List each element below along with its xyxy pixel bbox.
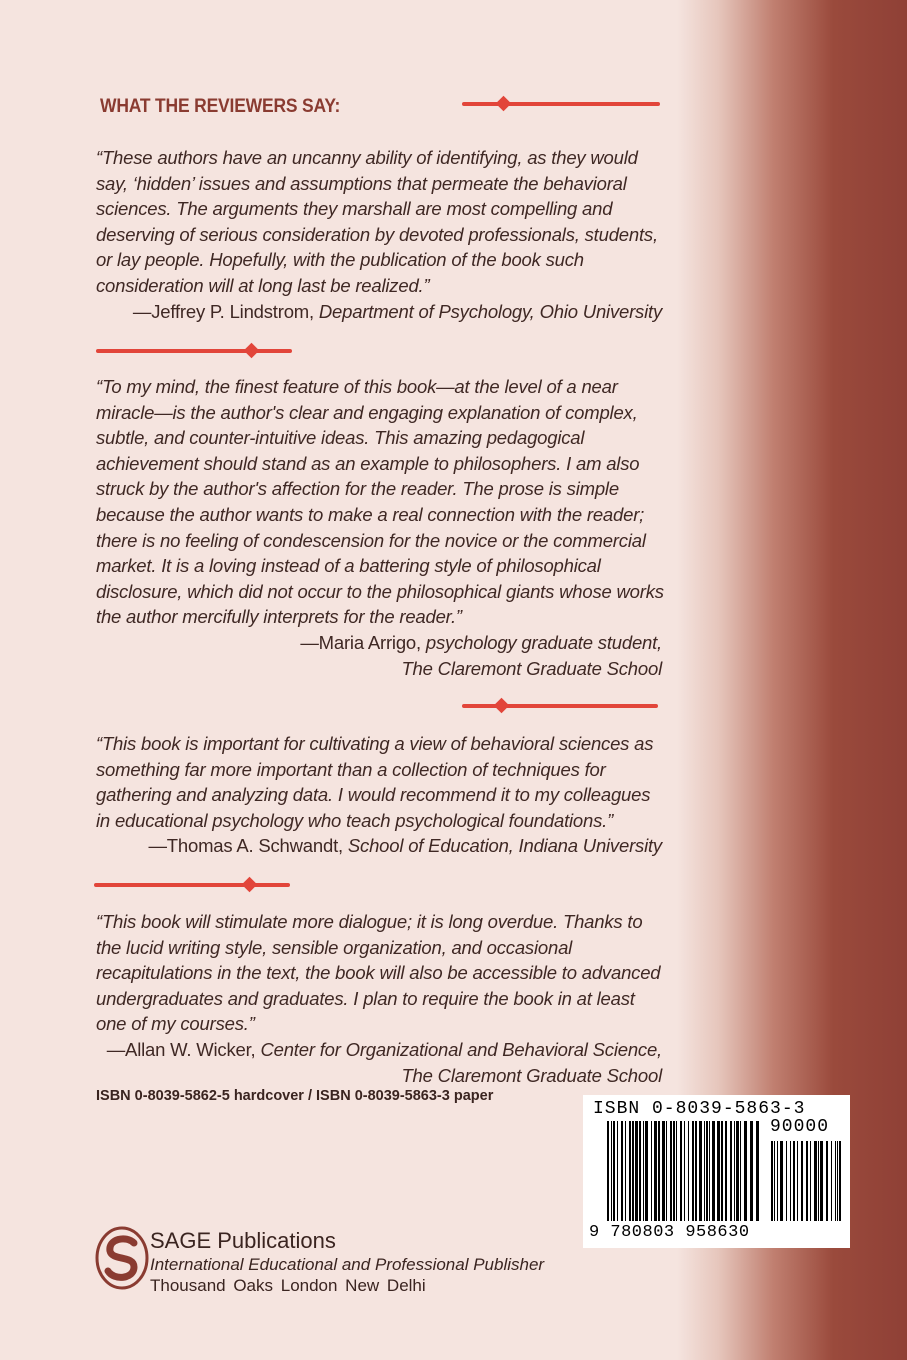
reviewer-affiliation-line2: The Claremont Graduate School xyxy=(401,1064,662,1086)
barcode-bar xyxy=(780,1141,783,1221)
barcode-bar xyxy=(771,1141,773,1221)
barcode-bar xyxy=(744,1121,747,1221)
barcode-bar xyxy=(662,1121,665,1221)
barcode-bar xyxy=(793,1141,795,1221)
barcode-bar xyxy=(673,1121,675,1221)
review-attribution xyxy=(96,630,666,681)
barcode-bar xyxy=(721,1121,723,1221)
barcode-price-code: 90000 xyxy=(770,1117,830,1137)
barcode-bar xyxy=(725,1121,727,1221)
barcode-bar xyxy=(643,1121,644,1221)
barcode-bar xyxy=(820,1141,823,1221)
barcode-bar xyxy=(607,1121,609,1221)
barcode-bar xyxy=(680,1121,682,1221)
barcode-bar xyxy=(645,1121,648,1221)
barcode-bar xyxy=(717,1121,720,1221)
barcode-bar xyxy=(777,1141,778,1221)
barcode-ean-digits: 9 780803 958630 xyxy=(589,1223,750,1242)
reviewer-affiliation: School of Education, Indiana University xyxy=(347,835,662,857)
barcode-bar xyxy=(837,1141,838,1221)
barcode-bar xyxy=(632,1121,634,1221)
divider-rule xyxy=(94,883,290,887)
barcode-bar xyxy=(740,1121,741,1221)
review-quote-1 xyxy=(96,145,666,324)
barcode-bar xyxy=(801,1141,803,1221)
reviewer-affiliation-line2: The Claremont Graduate School xyxy=(401,657,662,679)
barcode-bar xyxy=(774,1141,775,1221)
barcode-bar xyxy=(629,1121,631,1221)
barcode-bar xyxy=(699,1121,702,1221)
reviews-heading: WHAT THE REVIEWERS SAY: xyxy=(100,96,341,117)
barcode-bar xyxy=(786,1141,787,1221)
barcode-bar xyxy=(666,1121,667,1221)
barcode-bar xyxy=(621,1121,623,1221)
barcode-bar xyxy=(797,1141,798,1221)
barcode-bar xyxy=(810,1141,811,1221)
barcode-bar xyxy=(635,1121,638,1221)
barcode-bar xyxy=(692,1121,694,1221)
review-text: “This book is important for cultivating a view of behavioral sciences as something far more important than a collection of techniques for gathering and analyzing data. I would recommend it to my colleagues in educational psychology who teach psychological foundations.” xyxy=(96,733,654,831)
reviewer-affiliation: psychology graduate student, xyxy=(425,631,662,653)
publisher-name: SAGE Publications xyxy=(150,1228,336,1253)
barcode-bar xyxy=(835,1141,836,1221)
barcode-bar xyxy=(818,1141,819,1221)
review-quote-2 xyxy=(96,374,666,681)
sage-logo-icon xyxy=(94,1225,150,1291)
barcode-bar xyxy=(734,1121,735,1221)
barcode-bar xyxy=(695,1121,697,1221)
barcode-bar xyxy=(617,1121,618,1221)
isbn-barcode xyxy=(583,1095,850,1248)
barcode-bar xyxy=(814,1141,817,1221)
barcode-bar xyxy=(639,1121,641,1221)
barcode-isbn-text: ISBN 0-8039-5863-3 xyxy=(593,1099,806,1119)
barcode-bar xyxy=(709,1121,710,1221)
isbn-line: ISBN 0-8039-5862-5 hardcover / ISBN 0-8039-5863-3 paper xyxy=(96,1088,494,1104)
barcode-bar xyxy=(730,1121,732,1221)
divider-rule xyxy=(462,102,660,106)
divider-rule xyxy=(96,349,292,353)
reviewer-name: —Jeffrey P. Lindstrom, xyxy=(132,300,314,322)
barcode-bar xyxy=(790,1141,791,1221)
barcode-bar xyxy=(684,1121,685,1221)
barcode-bar xyxy=(831,1141,832,1221)
review-attribution xyxy=(96,833,666,859)
divider-rule xyxy=(462,704,658,708)
barcode-bar xyxy=(736,1121,739,1221)
review-quote-4 xyxy=(96,909,666,1088)
barcode-bar xyxy=(826,1141,828,1221)
barcode-bar xyxy=(676,1121,677,1221)
review-attribution xyxy=(96,299,666,325)
barcode-bar xyxy=(651,1121,652,1221)
barcode-bar xyxy=(688,1121,689,1221)
publisher-tagline: International Educational and Professional Publisher xyxy=(150,1255,545,1274)
reviewer-affiliation: Center for Organizational and Behavioral Science, xyxy=(260,1038,662,1060)
barcode-bar xyxy=(756,1121,759,1221)
review-quote-3 xyxy=(96,731,666,859)
review-text: “To my mind, the finest feature of this book—at the level of a near miracle—is the author's clear and engaging explanation of complex, subtle, and counter-intuitive ideas. This amazing pedagogical achievement should stand as an example to philosophers. I am also struck by the author's affection for the reader. The prose is simple because the author wants to make a real connection with the reader; there is no feeling of condescension for the novice or the commercial market. It is a loving instead of a battering style of philosophical disclosure, which did not occur to the philosophical giants whose works the author mercifully interprets for the reader.” xyxy=(96,376,664,628)
barcode-bar xyxy=(625,1121,626,1221)
review-text: “These authors have an uncanny ability of identifying, as they would say, ‘hidden’ issues and assumptions that permeate the behavioral sciences. The arguments they marshall are most compelling and deserving of serious consideration by devoted professionals, students, or lay people. Hopefully, with the publication of the book such consideration will at long last be realized.” xyxy=(96,147,658,296)
reviewer-name: —Maria Arrigo, xyxy=(300,631,421,653)
publisher-block xyxy=(150,1228,544,1296)
barcode-bar xyxy=(658,1121,660,1221)
barcode-bar xyxy=(654,1121,657,1221)
barcode-bar xyxy=(806,1141,808,1221)
barcode-bar xyxy=(670,1121,672,1221)
reviewer-name: —Allan W. Wicker, xyxy=(106,1038,256,1060)
barcode-bar xyxy=(706,1121,708,1221)
barcode-bar xyxy=(839,1141,841,1221)
reviewer-affiliation: Department of Psychology, Ohio University xyxy=(318,300,662,322)
barcode-bar xyxy=(712,1121,715,1221)
publisher-cities: Thousand Oaks London New Delhi xyxy=(150,1276,426,1295)
review-attribution xyxy=(96,1037,666,1088)
barcode-bar xyxy=(611,1121,612,1221)
barcode-bar xyxy=(613,1121,615,1221)
barcode-bar xyxy=(750,1121,753,1221)
barcode-bar xyxy=(704,1121,705,1221)
reviewer-name: —Thomas A. Schwandt, xyxy=(148,835,343,857)
review-text: “This book will stimulate more dialogue; it is long overdue. Thanks to the lucid writing style, sensible organization, and occasional recapitulations in the text, the book will also be accessible to advanced undergraduates and graduates. I plan to require the book in at least one of my courses.” xyxy=(96,911,661,1035)
